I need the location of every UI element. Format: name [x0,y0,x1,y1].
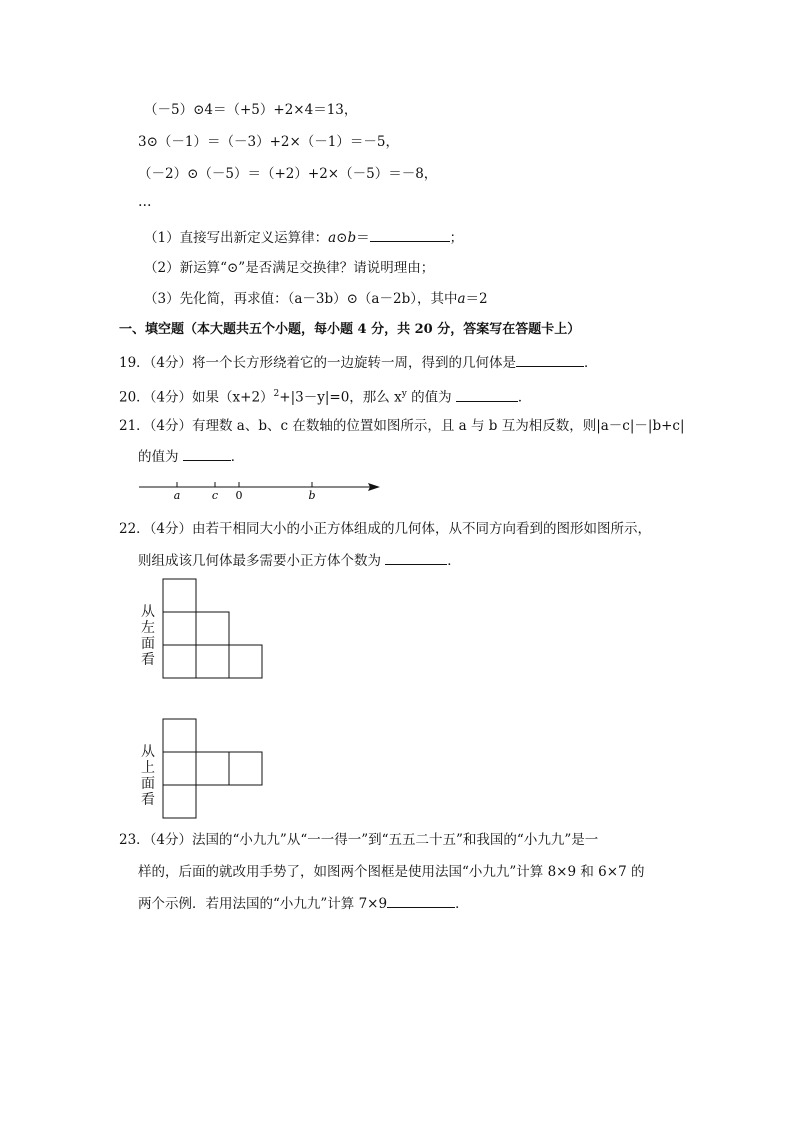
top-view-square [163,719,196,752]
left-view-square [196,612,229,645]
example-line-1: （－5）⊙4＝（+5）+2×4＝13， [144,102,358,118]
q18-answer-blank[interactable] [370,228,450,242]
q18-part-1-eq: ＝ [356,230,370,246]
q18-part-1-text: （1）直接写出新定义运算律： [144,230,329,246]
q22-end: ． [447,553,461,569]
left-view-square [163,579,196,612]
section-title: 一、填空题（本大题共五个小题，每小题 4 分，共 20 分，答案写在答题卡上） [119,322,581,337]
question-19 [119,353,598,372]
q22-line-2-text: 则组成该几何体最多需要小正方体个数为 [138,553,386,569]
left-view-square [229,645,262,678]
label-b: b [308,489,316,502]
label-0: 0 [235,489,243,502]
label-c: c [211,489,219,502]
q19-text: 19．（4分）将一个长方形绕着它的一边旋转一周，得到的几何体是 [119,355,517,371]
left-view-square [163,612,196,645]
top-view-char-4: 看 [141,792,155,808]
q20-suffix: 的值为 [406,389,456,406]
left-view-char-1: 从 [141,604,155,620]
number-line-figure [134,472,394,512]
question-22-line-2 [138,551,461,570]
q21-answer-blank[interactable] [183,447,231,461]
q20-prefix: 20．（4分）如果（x+2） [119,389,274,406]
q18-part-3-end: ＝2 [465,291,488,307]
q18-part-3-text: （3）先化简，再求值：（a－3b）⊙（a－2b），其中 [144,291,458,307]
left-view-figure [160,577,270,681]
top-view-figure [160,717,270,821]
q22-answer-blank[interactable] [385,551,447,565]
example-line-3: （－2）⊙（－5）＝（+2）+2×（－5）＝－8， [138,166,438,182]
q18-part-3-var: a [457,291,466,307]
label-a: a [173,489,181,502]
question-21-line-2 [138,447,244,466]
ellipsis: … [138,194,152,210]
top-view-square [229,752,262,785]
left-view-square [163,645,196,678]
q20-exponent: 2 [273,389,280,399]
left-view-label [140,604,156,668]
q19-answer-blank[interactable] [516,353,584,367]
q18-part-2: （2）新运算“⊙”是否满足交换律？请说明理由； [144,260,435,276]
q18-part-1 [144,228,463,247]
question-23-line-1: 23．（4分）法国的“小九九”从“一一得一”到“五五二十五”和我国的“小九九”是一 [119,832,599,848]
q21-line-2-text: 的值为 [138,449,183,465]
q18-part-1-end: ； [449,230,464,246]
q23-end: ． [455,896,469,912]
q20-exponent-y: y [401,389,407,399]
q19-end: ． [584,355,598,371]
q20-end: ． [517,389,532,406]
question-22-line-1: 22．（4分）由若干相同大小的小正方体组成的几何体，从不同方向看到的图形如图所示， [119,521,652,537]
left-view-char-2: 左 [141,620,155,636]
question-23-line-2: 样的，后面的就改用手势了，如图两个图框是使用法国“小九九”计算 8×9 和 6×7 的 [138,864,645,880]
q18-part-3 [144,290,488,308]
question-20 [119,385,531,407]
top-view-label [140,744,156,808]
q23-line-3-text: 两个示例．若用法国的“小九九”计算 7×9 [138,896,388,912]
q18-part-1-var: a⊙b [328,230,357,246]
q21-end: ． [230,449,245,465]
question-23-line-3 [138,894,469,913]
left-view-char-3: 面 [141,636,155,652]
top-view-char-2: 上 [141,760,155,776]
q23-answer-blank[interactable] [387,894,455,908]
question-21-line-1: 21．（4分）有理数 a、b、c 在数轴的位置如图所示，且 a 与 b 互为相反数，则|a－c|－|b+c| [119,418,685,434]
q20-mid: +|3－y|=0，那么 x [279,389,402,406]
top-view-square [163,785,196,818]
left-view-square [196,645,229,678]
top-view-square [196,752,229,785]
example-line-2: 3⊙（－1）＝（－3）+2×（－1）＝－5， [138,134,399,150]
top-view-square [163,752,196,785]
q20-answer-blank[interactable] [456,388,518,402]
left-view-char-4: 看 [141,652,155,668]
top-view-char-3: 面 [141,776,155,792]
top-view-char-1: 从 [141,744,155,760]
